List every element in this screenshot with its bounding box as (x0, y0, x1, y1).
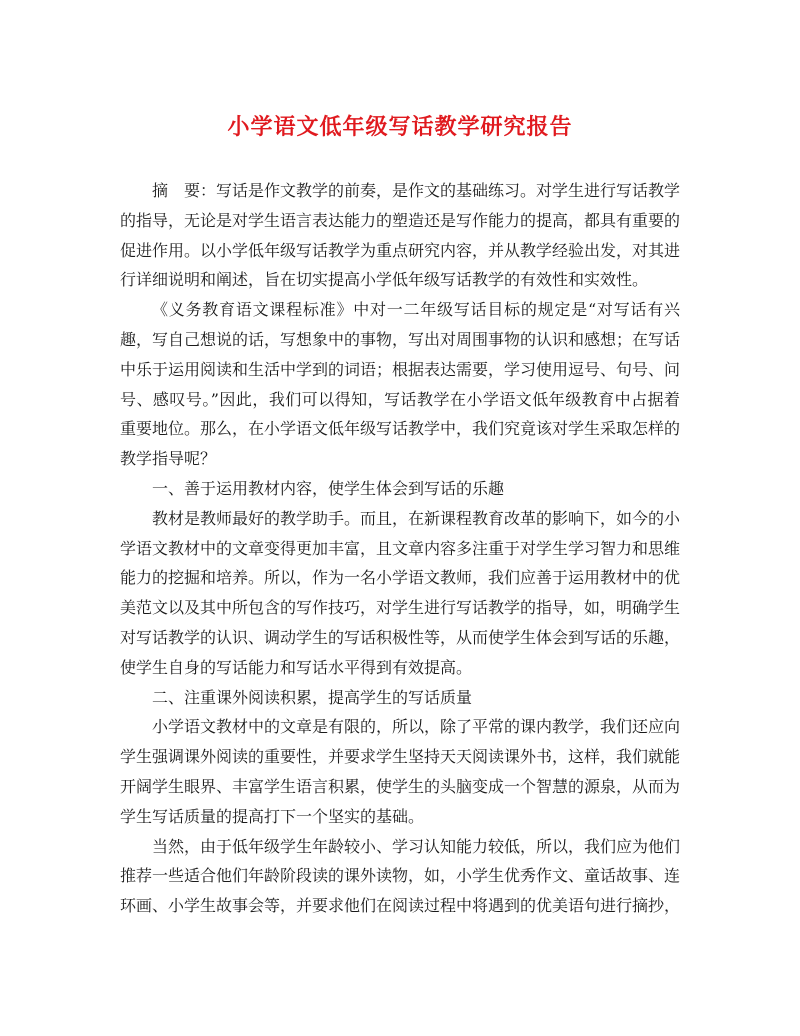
document-title: 小学语文低年级写话教学研究报告 (227, 114, 573, 140)
document-body (120, 176, 680, 921)
section-heading-1: 一、善于运用教材内容，使学生体会到写话的乐趣 (152, 478, 505, 498)
section-2-paragraph-2: 当然，由于低年级学生年龄较小、学习认知能力较低，所以，我们应为他们推荐一些适合他们年龄阶段读的课外读物，如，小学生优秀作文、童话故事、连环画、小学生故事会等，并要求他们在阅读过程中将遇到的优美语句进行摘抄， (120, 836, 681, 916)
intro-paragraph: 《义务教育语文课程标准》中对一二年级写话目标的规定是“对写话有兴趣，写自己想说的话，写想象中的事物，写出对周围事物的认识和感想；在写话中乐于运用阅读和生活中学到的词语；根据表达需要，学习使用逗号、句号、问号、感叹号。”因此，我们可以得知，写话教学在小学语文低年级教育中占据着重要地位。那么，在小学语文低年级写话教学中，我们究竟该对学生采取怎样的教学指导呢？ (120, 300, 681, 469)
section-1-paragraph: 教材是教师最好的教学助手。而且，在新课程教育改革的影响下，如今的小学语文教材中的文章变得更加丰富，且文章内容多注重于对学生学习智力和思维能力的挖掘和培养。所以，作为一名小学语文教师，我们应善于运用教材中的优美范文以及其中所包含的写作技巧，对学生进行写话教学的指导，如，明确学生对写话教学的认识、调动学生的写话积极性等，从而使学生体会到写话的乐趣，使学生自身的写话能力和写话水平得到有效提高。 (120, 508, 681, 677)
abstract-paragraph: 摘 要：写话是作文教学的前奏，是作文的基础练习。对学生进行写话教学的指导，无论是对学生语言表达能力的塑造还是写作能力的提高，都具有重要的促进作用。以小学低年级写话教学为重点研究内容，并从教学经验出发，对其进行详细说明和阐述，旨在切实提高小学低年级写话教学的有效性和实效性。 (120, 181, 681, 290)
section-2-paragraph-1: 小学语文教材中的文章是有限的，所以，除了平常的课内教学，我们还应向学生强调课外阅读的重要性，并要求学生坚持天天阅读课外书，这样，我们就能开阔学生眼界、丰富学生语言积累，使学生的头脑变成一个智慧的源泉，从而为学生写话质量的提高打下一个坚实的基础。 (120, 717, 681, 826)
section-heading-2: 二、注重课外阅读积累，提高学生的写话质量 (152, 687, 473, 707)
